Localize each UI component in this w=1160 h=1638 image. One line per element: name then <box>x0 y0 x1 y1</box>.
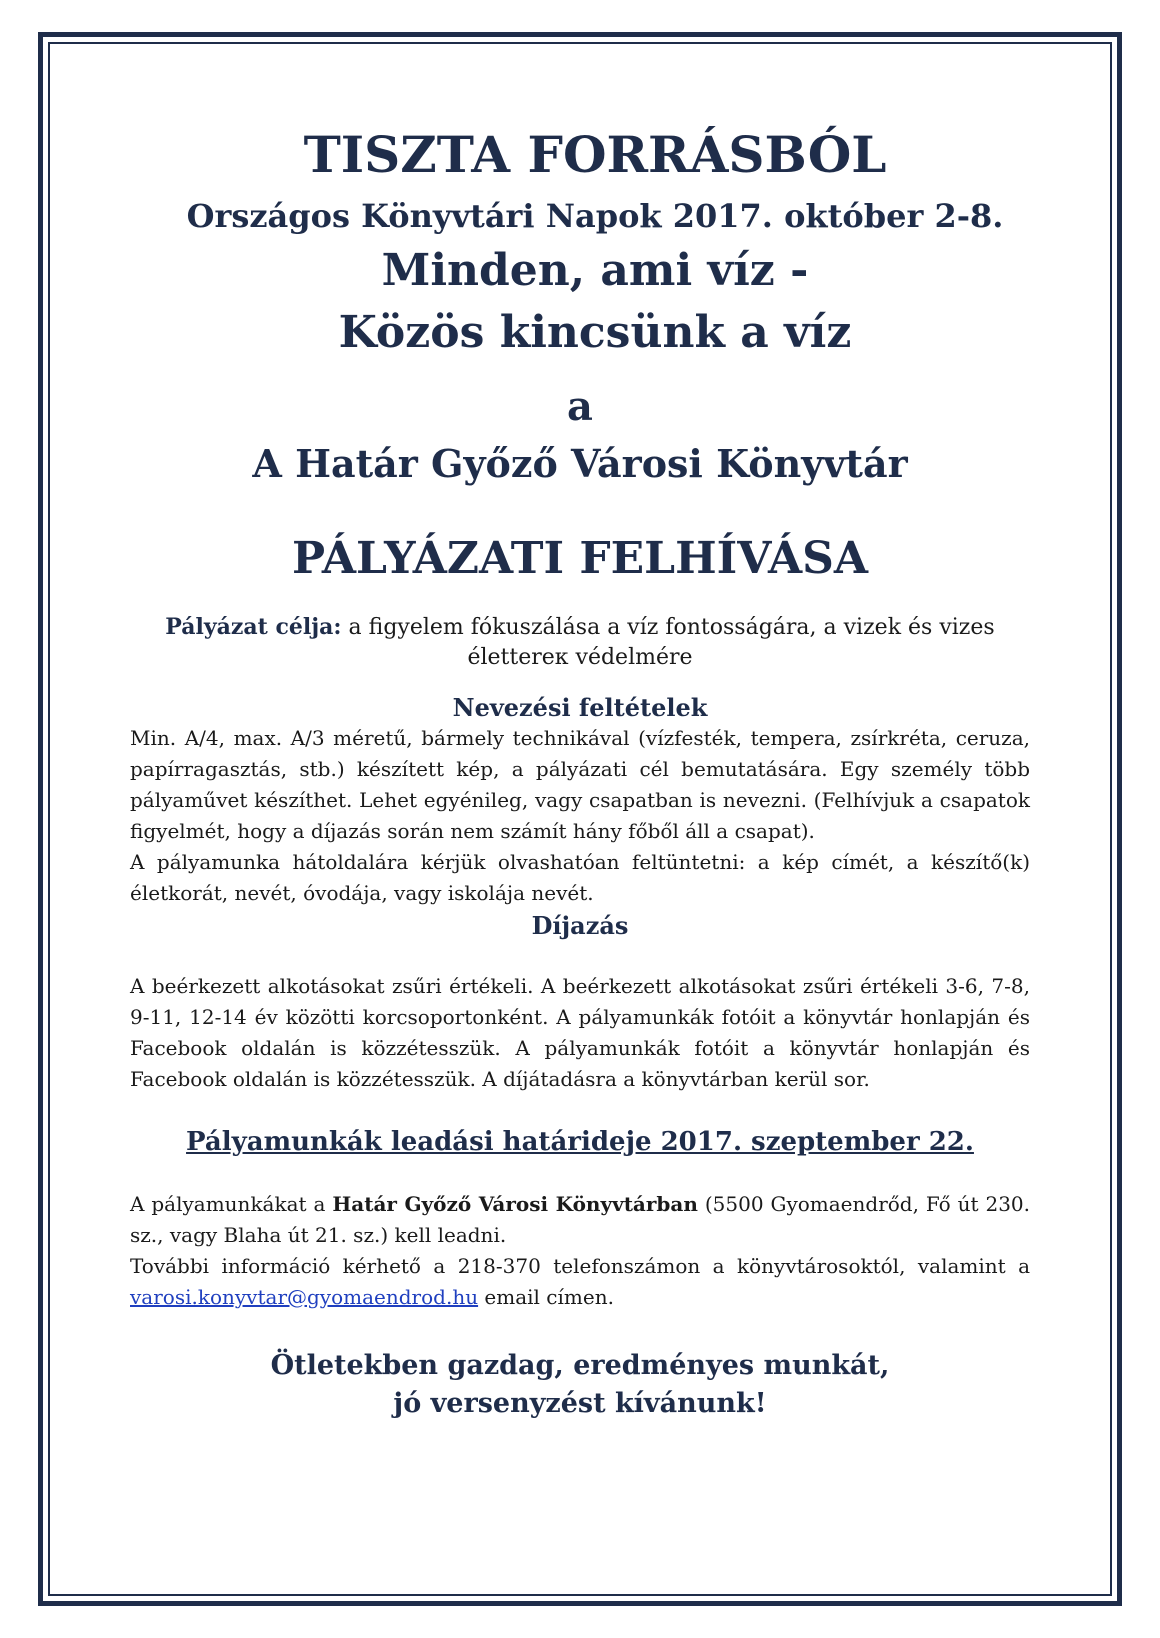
closing-line-1: Ötletekben gazdag, eredményes munkát, <box>270 1350 890 1381</box>
purpose-text: a figyelem fókuszálása a víz fontosságára, a vizek és vizes élettereк védelmére <box>341 615 995 670</box>
entry-section <box>130 723 1030 909</box>
entry-paragraph-1: Min. A/4, max. A/3 méretű, bármely technikával (vízfesték, tempera, zsírkréta, ceruza, papírragasztás, stb.) készített kép, a pályázati cél bemutatására. Egy személy több pályaművet készíthet. Lehet egyénileg, vagy csapatban is nevezni. (Felhívjuk a csapatok figyelmét, hogy a díjazás során nem számít hány főből áll a csapat). <box>130 726 1030 843</box>
article-a: a <box>567 383 593 430</box>
entry-paragraph-2: A pályamunka hátoldalára kérjük olvashatóan feltüntetni: a kép címét, a készítő(k) életkorát, nevét, óvodája, vagy iskolája nevét. <box>130 850 1030 905</box>
deadline-text: Pályamunkák leadási határideje 2017. szeptember 22. <box>186 1127 974 1157</box>
prizes-heading: Díjazás <box>531 911 629 940</box>
submission-intro: A pályamunkákat a <box>130 1192 333 1216</box>
email-link[interactable]: varosi.konyvtar@gyomaendrod.hu <box>130 1285 479 1309</box>
closing-message <box>130 1347 1030 1423</box>
closing-line-2: jó versenyzést kívánunk! <box>393 1388 767 1419</box>
submission-address: (5500 Gyomaendrőd, Fő út 230. sz., vagy Blaha út 21. sz.) kell leadni. <box>130 1192 1030 1247</box>
prizes-section <box>130 971 1030 1095</box>
info-paragraph <box>130 1251 1030 1313</box>
theme-line-2: Közös kincsünk a víz <box>338 307 852 358</box>
purpose-paragraph <box>130 612 1030 673</box>
submission-paragraph <box>130 1189 1030 1251</box>
theme-line-1: Minden, ami víz - <box>381 245 809 296</box>
entry-heading: Nevezési feltételek <box>452 693 708 722</box>
submission-library: Határ Győző Városi Könyvtárban <box>332 1192 698 1216</box>
purpose-label: Pályázat célja: <box>165 614 342 640</box>
email-suffix: email címen. <box>478 1285 614 1309</box>
library-name: A Határ Győző Városi Könyvtár <box>252 441 908 486</box>
event-subtitle: Országos Könyvtári Napok 2017. október 2-8. <box>186 197 1004 235</box>
prizes-paragraph: A beérkezett alkotásokat zsűri értékeli. A beérkezett alkotásokat zsűri értékeli 3-6, 7-8, 9-11, 12-14 év közötti korcsoportonként. A pályamunkák fotóit a könyvtár honlapján és Facebook oldalán is közzétesszük. A pályamunkák fotóit a könyvtár honlapján és Facebook oldalán is közzétesszük. A díjátadásra a könyvtárban kerül sor. <box>130 974 1030 1091</box>
main-title: TISZTA FORRÁSBÓL <box>303 125 887 184</box>
info-text: További információ kérhető a 218-370 telefonszámon a könyvtárosoktól, valamint a <box>130 1254 1030 1278</box>
call-title: PÁLYÁZATI FELHÍVÁSA <box>291 533 869 584</box>
submission-section <box>130 1189 1030 1313</box>
document-content <box>130 118 1030 1423</box>
